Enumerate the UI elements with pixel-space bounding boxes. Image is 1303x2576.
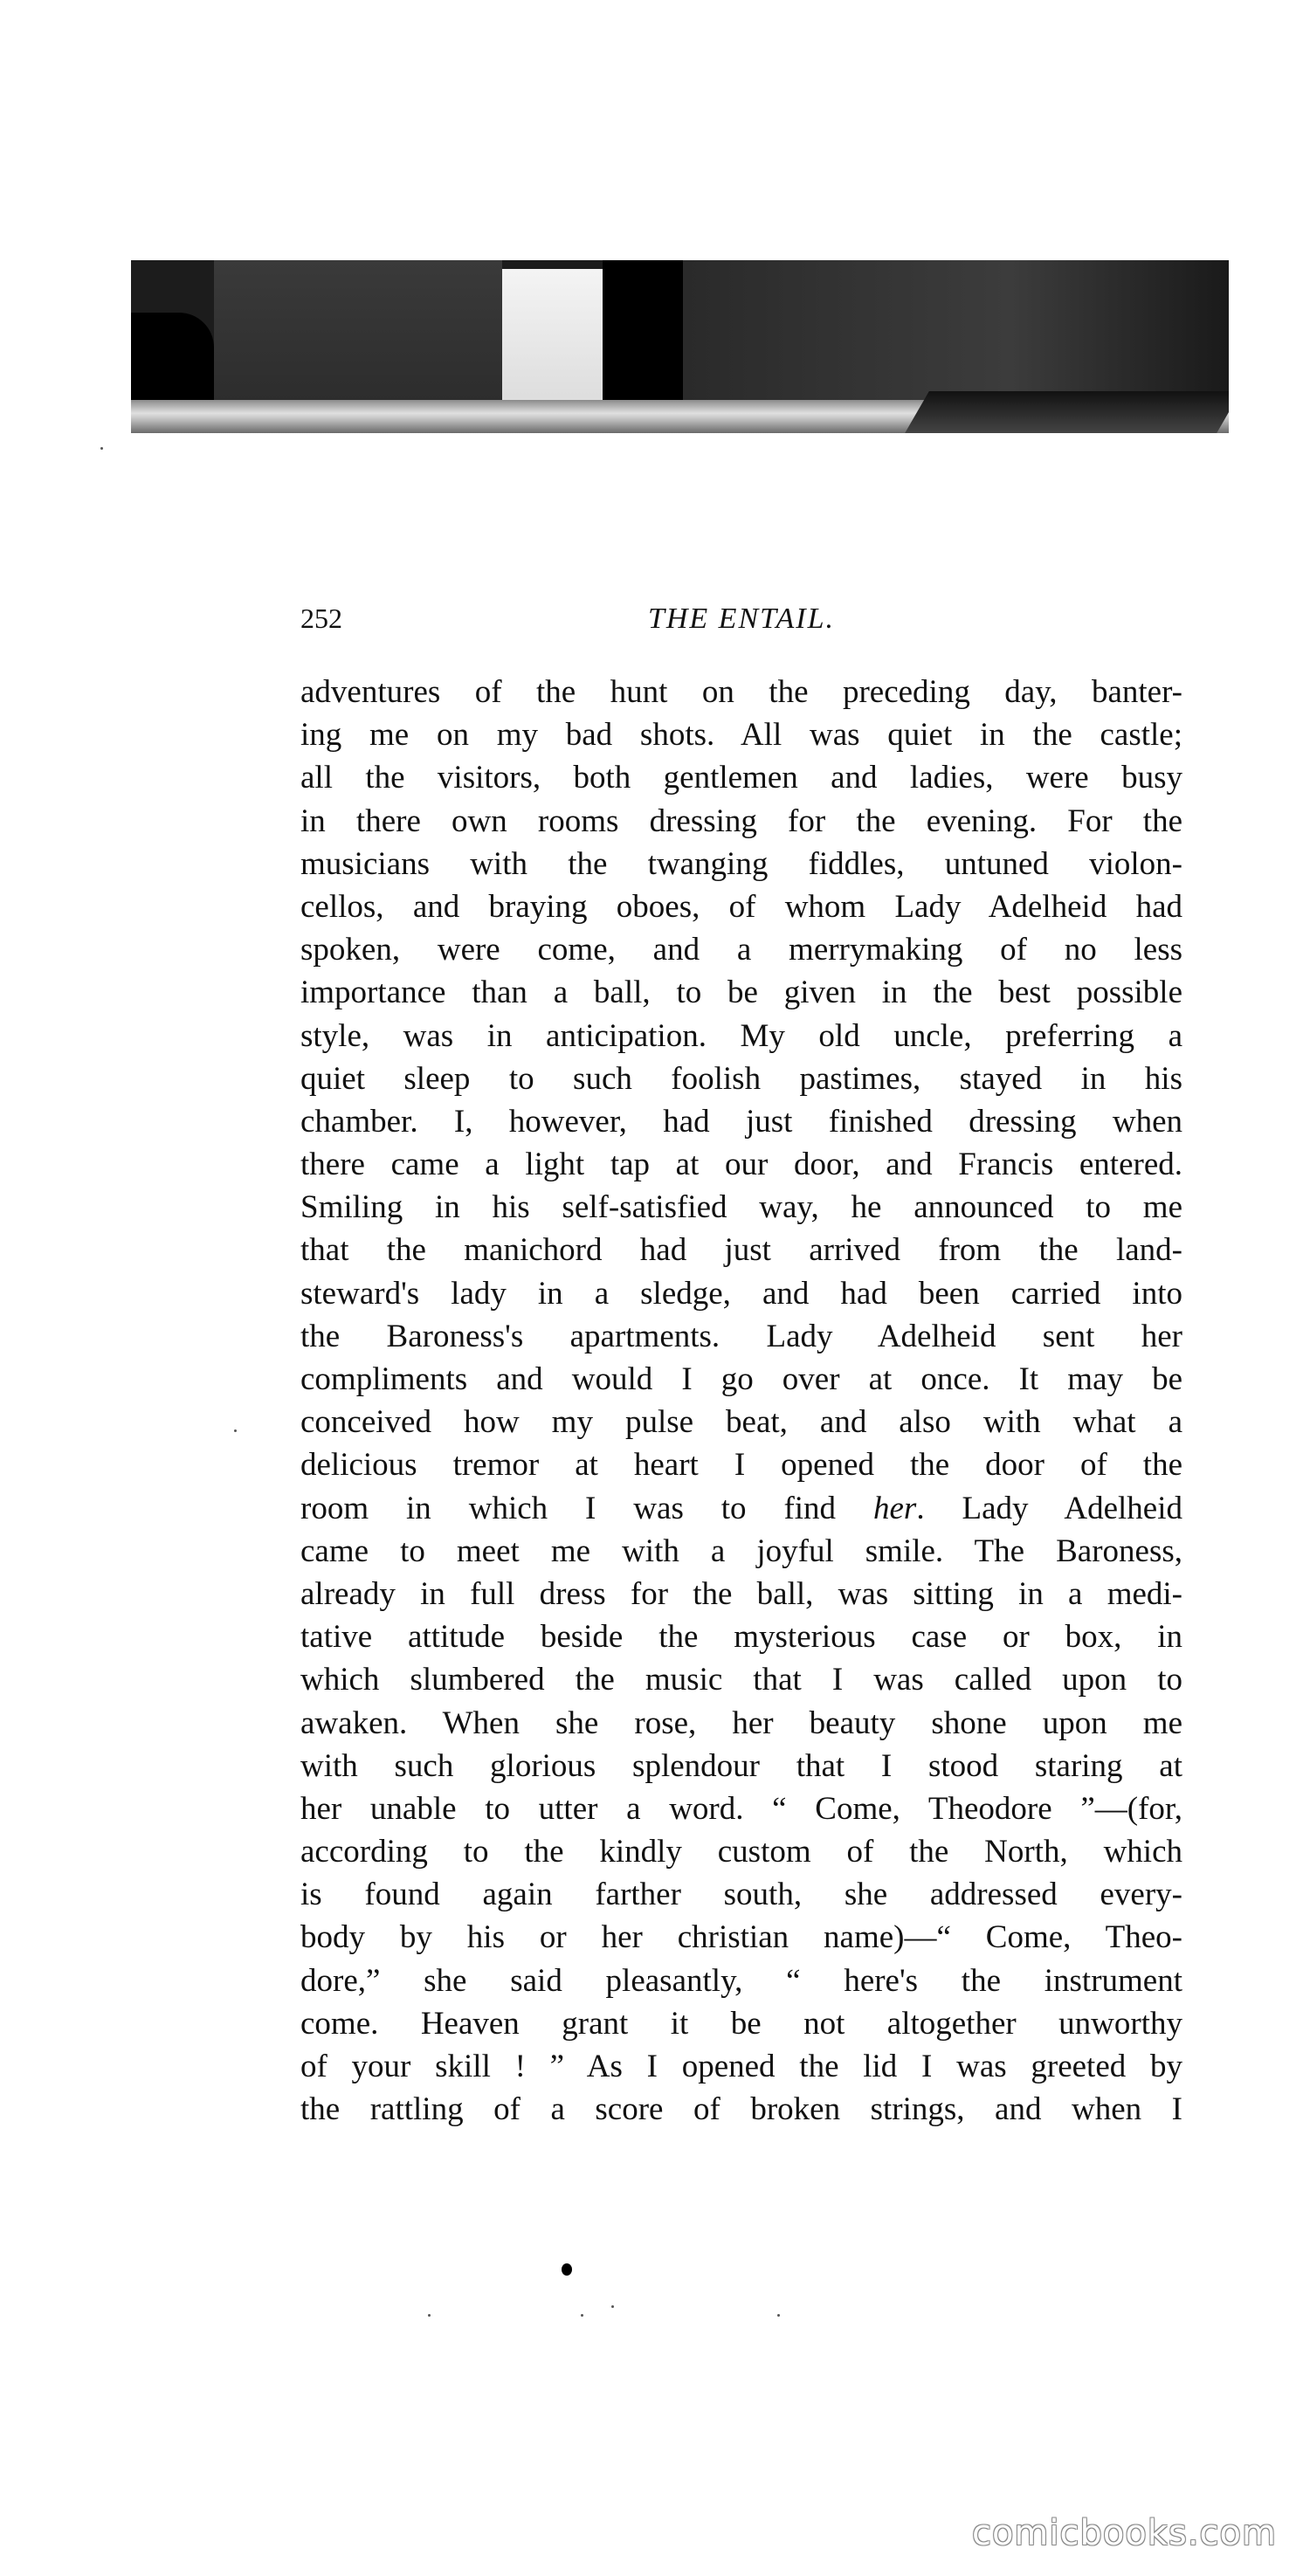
text-line: of your skill ! ” As I opened the lid I was greeted by xyxy=(300,2049,1182,2084)
scan-shelf-shadow xyxy=(905,391,1229,433)
text-line: importance than a ball, to be given in the best possible xyxy=(300,975,1182,1011)
text-line: in there own rooms dressing for the evening. For the xyxy=(300,802,1182,839)
page-number: 252 xyxy=(300,603,342,634)
scan-speck xyxy=(581,2314,583,2317)
text-line: room in which I was to find her. Lady Adelheid xyxy=(300,1490,1183,1526)
running-title: THE ENTAIL. xyxy=(647,603,836,635)
scan-speck xyxy=(234,1429,237,1432)
text-line: ing me on my bad shots. All was quiet in the castle; xyxy=(300,717,1182,754)
text-line: came to meet me with a joyful smile. The Baroness, xyxy=(300,1533,1182,1569)
text-line: delicious tremor at heart I opened the door of the xyxy=(300,1447,1182,1484)
text-line: her unable to utter a word. “ Come, Theodore ”—(for, xyxy=(300,1790,1182,1827)
text-line: quiet sleep to such foolish pastimes, stayed in his xyxy=(300,1060,1182,1097)
text-line: come. Heaven grant it be not altogether unworthy xyxy=(300,2005,1182,2042)
text-line: compliments and would I go over at once. It may be xyxy=(300,1361,1182,1397)
text-line: chamber. I, however, had just finished dressing when xyxy=(300,1103,1182,1140)
text-line: the rattling of a score of broken strings, and when I xyxy=(300,2091,1182,2128)
scan-black-block xyxy=(603,260,683,409)
text-line: cellos, and braying oboes, of whom Lady Adelheid had xyxy=(300,888,1182,925)
text-line: all the visitors, both gentlemen and ladies, were busy xyxy=(300,760,1182,796)
ink-dot xyxy=(562,2263,572,2276)
text-line: spoken, were come, and a merrymaking of no less xyxy=(300,932,1182,968)
text-line: body by his or her christian name)—“ Come, Theo- xyxy=(300,1919,1182,1956)
text-line: conceived how my pulse beat, and also with what a xyxy=(300,1404,1182,1441)
scan-speck xyxy=(100,447,103,450)
text-line: awaken. When she rose, her beauty shone upon me xyxy=(300,1705,1182,1741)
text-line: tative attitude beside the mysterious case or box, in xyxy=(300,1619,1182,1656)
text-line: according to the kindly custom of the North, which xyxy=(300,1834,1182,1870)
scan-speck xyxy=(777,2314,780,2317)
text-line: the Baroness's apartments. Lady Adelheid sent her xyxy=(300,1318,1182,1354)
text-line: adventures of the hunt on the preceding day, banter- xyxy=(300,674,1182,710)
page-header xyxy=(300,603,1182,646)
text-line: Smiling in his self-satisfied way, he announced to me xyxy=(300,1189,1182,1226)
text-line: there came a light tap at our door, and Francis entered. xyxy=(300,1147,1182,1183)
text-line: musicians with the twanging fiddles, untuned violon- xyxy=(300,845,1182,882)
text-line: which slumbered the music that I was called upon to xyxy=(300,1662,1182,1698)
scan-speck xyxy=(428,2314,431,2317)
body-text xyxy=(300,671,1182,2131)
watermark: comicbooks.com xyxy=(971,2513,1277,2553)
text-line: steward's lady in a sledge, and had been carried into xyxy=(300,1275,1182,1312)
scanned-image-band xyxy=(131,260,1229,433)
text-line: with such glorious splendour that I stood staring at xyxy=(300,1747,1182,1784)
scan-white-block xyxy=(502,269,603,409)
text-line: that the manichord had just arrived from the land- xyxy=(300,1232,1182,1269)
scan-speck xyxy=(611,2305,614,2308)
text-line: dore,” she said pleasantly, “ here's the instrument xyxy=(300,1962,1182,1999)
text-line: style, was in anticipation. My old uncle, preferring a xyxy=(300,1017,1182,1054)
text-line: is found again farther south, she addressed every- xyxy=(300,1877,1182,1913)
text-line: already in full dress for the ball, was sitting in a medi- xyxy=(300,1575,1182,1612)
